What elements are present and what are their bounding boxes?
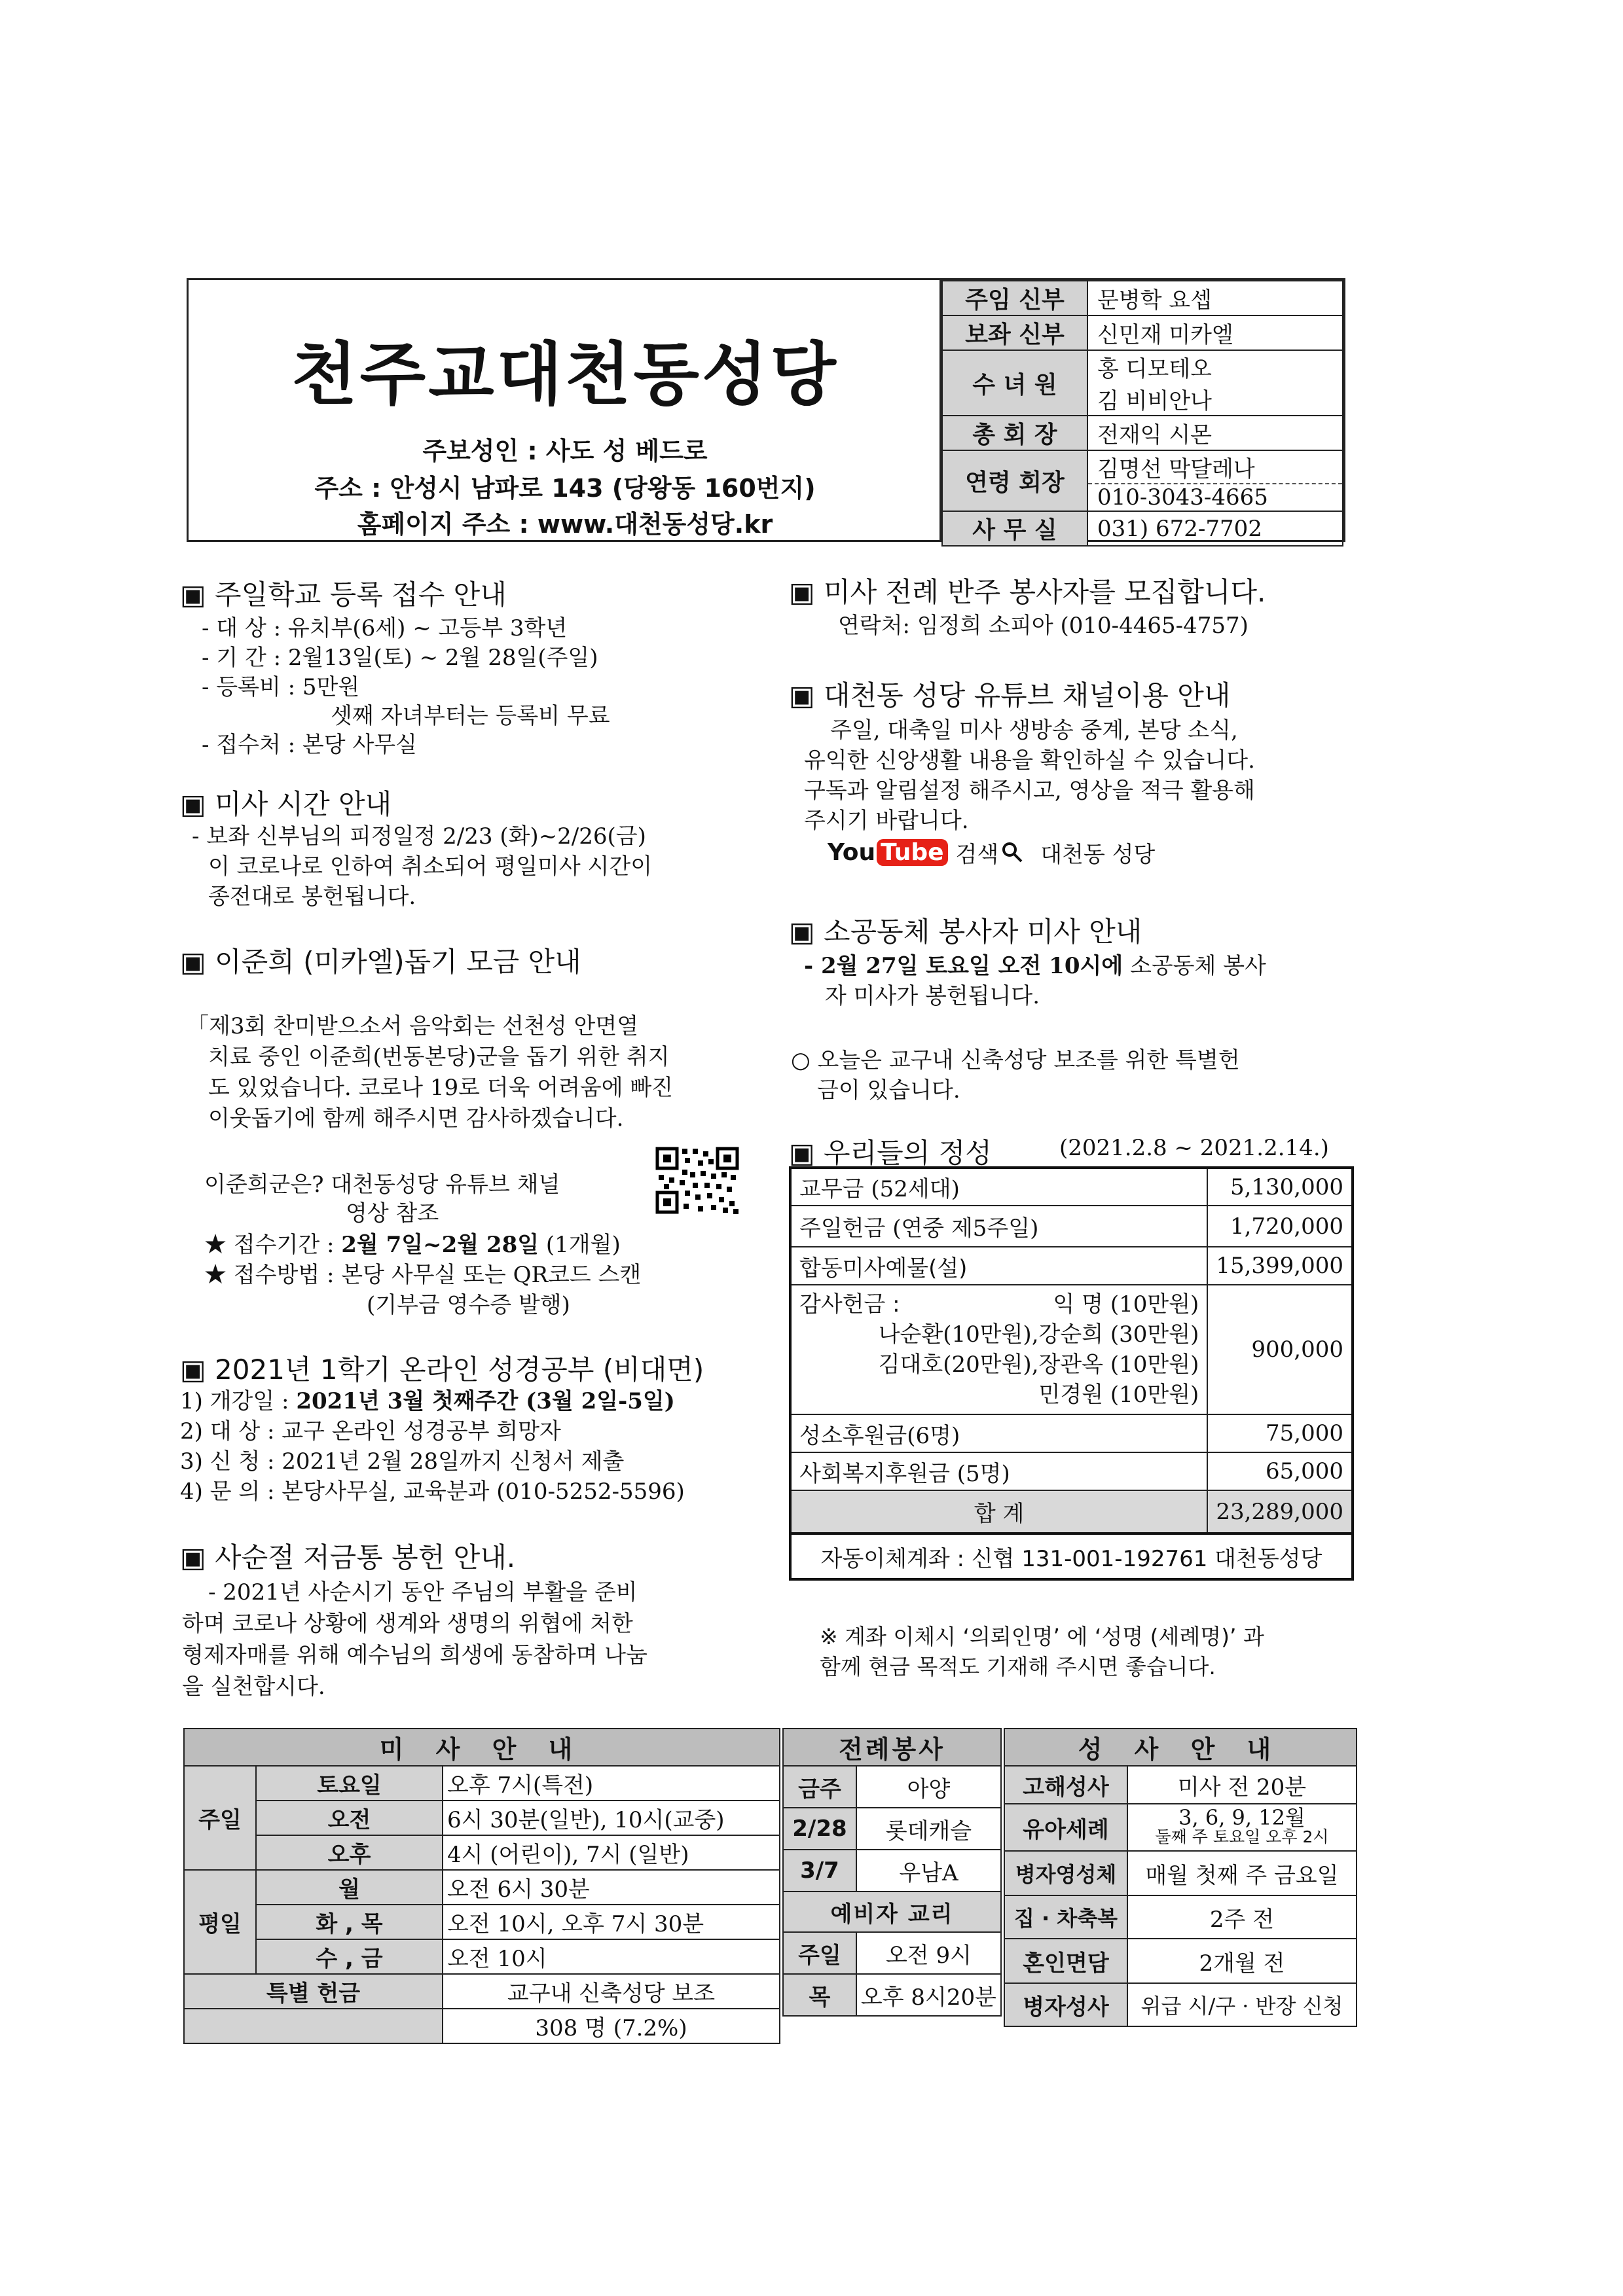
offering-value: 15,399,000 [1207, 1247, 1353, 1285]
collection-method: ★ 접수방법 : 본당 사무실 또는 QR코드 스캔 [204, 1262, 642, 1288]
sacrament-value: 위급 시/구 · 반장 신청 [1127, 1983, 1357, 2026]
small-community-line [804, 948, 1266, 980]
sacraments-table [1004, 1728, 1357, 2027]
sacrament-name: 집 · 차축복 [1004, 1895, 1127, 1939]
transfer-note: 함께 현금 목적도 기재해 주시면 좋습니다. [820, 1654, 1216, 1679]
youtube-line: 유익한 신앙생활 내용을 확인하실 수 있습니다. [804, 747, 1255, 774]
liturgy-title: 전례봉사 [783, 1729, 1001, 1766]
offering-total-value: 23,289,000 [1207, 1490, 1353, 1534]
offering-value: 900,000 [1207, 1285, 1353, 1414]
fundraising-line: 「제3회 찬미받으소서 음악회는 선천성 안면열 [187, 1013, 639, 1039]
youtube-line: 주시기 바랍니다. [804, 808, 969, 834]
church-address: 주소 : 안성시 남파로 143 (당왕동 160번지) [314, 474, 816, 503]
mass-time: 오후 7시(특전) [443, 1766, 780, 1801]
collection-period [204, 1227, 621, 1259]
staff-value: 김명선 막달레나 [1087, 450, 1343, 484]
offering-title: ▣ 우리들의 정성 [789, 1137, 992, 1169]
qr-code-icon[interactable] [655, 1146, 740, 1215]
liturgy-table [782, 1728, 1002, 2017]
offering-row [790, 1206, 1353, 1247]
staff-row [942, 511, 1343, 546]
lent-line: 을 실천합시다. [182, 1674, 325, 1700]
staff-label: 주임 신부 [942, 281, 1087, 315]
mass-day: 수 , 금 [256, 1939, 443, 1974]
bible-study-line [180, 1383, 675, 1415]
fundraising-who: 영상 참조 [346, 1200, 439, 1227]
special-offering-count: 308 명 (7.2%) [443, 2009, 780, 2043]
search-icon [1001, 841, 1023, 863]
thanks-label: 감사헌금 : [799, 1291, 900, 1318]
mass-day: 토요일 [256, 1766, 443, 1801]
church-name: 천주교대천동성당 [291, 334, 839, 414]
sacrament-name: 혼인면담 [1004, 1939, 1127, 1983]
staff-phone: 010-3043-4665 [1087, 484, 1343, 511]
mass-time: 오전 10시 [443, 1939, 780, 1974]
staff-row [942, 315, 1343, 350]
staff-row [942, 416, 1343, 450]
sunday-school-line: 셋째 자녀부터는 등록비 무료 [331, 703, 610, 729]
offering-value: 5,130,000 [1207, 1168, 1353, 1206]
sunday-school-line: - 대 상 : 유치부(6세) ~ 고등부 3학년 [202, 615, 568, 641]
mass-time: 6시 30분(일반), 10시(교중) [443, 1801, 780, 1835]
youtube-logo-tube: Tube [877, 839, 947, 866]
staff-label: 연령 회장 [942, 450, 1087, 511]
offering-label: 사회복지후원금 (5명) [790, 1452, 1207, 1490]
thanks-offering [790, 1285, 1207, 1414]
accompanist-title: ▣ 미사 전례 반주 봉사자를 모집합니다. [789, 576, 1266, 608]
youtube-title: ▣ 대천동 성당 유튜브 채널이용 안내 [789, 679, 1231, 711]
homepage-address: 홈페이지 주소 : www.대천동성당.kr [357, 510, 773, 539]
liturgy-date: 3/7 [783, 1850, 856, 1892]
fundraising-line: 치료 중인 이준희(번동본당)군을 돕기 위한 취지 [208, 1044, 670, 1070]
collection-period-label: ★ 접수기간 : [204, 1232, 342, 1258]
mass-time-line: 종전대로 봉헌됩니다. [208, 884, 416, 910]
collection-period-note: (1개월) [539, 1232, 621, 1258]
offering-row [790, 1414, 1353, 1452]
sacrament-value: 2개월 전 [1127, 1939, 1357, 1983]
staff-value: 전재익 시몬 [1087, 416, 1343, 450]
youtube-line: 구독과 알림설정 해주시고, 영상을 적극 활용해 [804, 778, 1255, 804]
small-community-title: ▣ 소공동체 봉사자 미사 안내 [789, 916, 1142, 948]
baptism-months: 3, 6, 9, 12월 [1178, 1805, 1305, 1830]
staff-label: 수 녀 원 [942, 350, 1087, 416]
fundraising-line: 이웃돕기에 함께 해주시면 감사하겠습니다. [208, 1105, 624, 1132]
catechism-day: 주일 [783, 1932, 856, 1974]
catechism-time: 오전 9시 [856, 1932, 1001, 1974]
staff-label: 보좌 신부 [942, 315, 1087, 350]
sunday-school-title: ▣ 주일학교 등록 접수 안내 [180, 579, 507, 611]
bible-study-label: 1) 개강일 : [180, 1388, 297, 1414]
mass-day: 월 [256, 1870, 443, 1905]
catechism-day: 목 [783, 1974, 856, 2016]
thanks-donor: 나순환(10만원),강순희 (30만원) [878, 1321, 1199, 1348]
youtube-search-row [828, 835, 1155, 869]
fundraising-title: ▣ 이준희 (미카엘)돕기 모금 안내 [180, 946, 581, 978]
weekday-label: 평일 [184, 1870, 256, 1974]
staff-value: 신민재 미카엘 [1087, 315, 1343, 350]
special-offering-purpose: 교구내 신축성당 보조 [443, 1974, 780, 2009]
sacrament-value: 미사 전 20분 [1127, 1766, 1357, 1804]
offering-table [789, 1166, 1354, 1581]
offering-row-thanks [790, 1285, 1353, 1414]
mass-day: 오전 [256, 1801, 443, 1835]
bulletin-header [187, 278, 1345, 542]
accompanist-contact: 연락처: 임정희 소피아 (010-4465-4757) [838, 613, 1249, 639]
catechism-time: 오후 8시20분 [856, 1974, 1001, 2016]
sunday-school-line: - 기 간 : 2월13일(토) ~ 2월 28일(주일) [202, 645, 598, 671]
thanks-donor: 민경원 (10만원) [1038, 1382, 1199, 1408]
offering-value: 65,000 [1207, 1452, 1353, 1490]
catechism-title: 예비자 교리 [783, 1892, 1001, 1932]
sacrament-value: 매월 첫째 주 금요일 [1127, 1851, 1357, 1895]
mass-schedule-table [183, 1728, 780, 2044]
sacrament-value [1127, 1804, 1357, 1851]
thanks-donor: 김대호(20만원),장관옥 (10만원) [878, 1352, 1199, 1378]
collection-period-value: 2월 7일~2월 28일 [341, 1232, 539, 1258]
lent-line: 형제자매를 위해 예수님의 희생에 동참하며 나눔 [182, 1642, 647, 1668]
small-community-date: - 2월 27일 토요일 오전 10시에 [804, 953, 1123, 979]
staff-label: 사 무 실 [942, 511, 1087, 546]
account-row [790, 1534, 1353, 1579]
fundraising-who: 이준희군은? 대천동성당 유튜브 채널 [204, 1172, 560, 1198]
bible-study-title: ▣ 2021년 1학기 온라인 성경공부 (비대면) [180, 1354, 704, 1386]
liturgy-group: 아양 [856, 1766, 1001, 1808]
offering-row [790, 1168, 1353, 1206]
special-offering-label: 특별 헌금 [184, 1974, 443, 2009]
youtube-line: 주일, 대축일 미사 생방송 중계, 본당 소식, [830, 717, 1238, 744]
special-collection-note: 금이 있습니다. [817, 1077, 960, 1103]
mass-time: 오전 10시, 오후 7시 30분 [443, 1905, 780, 1939]
mass-schedule-title: 미 사 안 내 [184, 1729, 780, 1766]
fundraising-line: 도 있었습니다. 코로나 19로 더욱 어려움에 빠진 [208, 1075, 674, 1101]
search-query: 대천동 성당 [1040, 841, 1156, 868]
sacrament-name: 병자영성체 [1004, 1851, 1127, 1895]
staff-row [942, 450, 1343, 484]
small-community-line: 자 미사가 봉헌됩니다. [825, 983, 1040, 1009]
bible-study-start: 2021년 3월 첫째주간 (3월 2일-5일) [296, 1388, 675, 1414]
offering-label: 성소후원금(6명) [790, 1414, 1207, 1452]
lent-line: 하며 코로나 상황에 생계와 생명의 위협에 처한 [182, 1611, 633, 1637]
staff-value: 문병학 요셉 [1087, 281, 1343, 315]
offering-row [790, 1247, 1353, 1285]
offering-total-row [790, 1490, 1353, 1534]
special-collection-note: ○ 오늘은 교구내 신축성당 보조를 위한 특별헌 [791, 1047, 1240, 1073]
staff-value: 홍 디모테오 [1087, 350, 1343, 383]
thanks-donor: 익 명 (10만원) [1053, 1291, 1199, 1318]
small-community-rest: 소공동체 봉사 [1123, 953, 1266, 979]
sacrament-name: 유아세례 [1004, 1804, 1127, 1851]
mass-time: 4시 (어린이), 7시 (일반) [443, 1835, 780, 1870]
offering-total-label: 합 계 [790, 1490, 1207, 1534]
mass-time: 오전 6시 30분 [443, 1870, 780, 1905]
title-area [189, 280, 941, 540]
sunday-school-line: - 등록비 : 5만원 [202, 674, 360, 700]
offering-label: 교무금 (52세대) [790, 1168, 1207, 1206]
offering-row [790, 1452, 1353, 1490]
baptism-time: 둘째 주 토요일 오후 2시 [1155, 1827, 1329, 1846]
search-label: 검색 [955, 841, 999, 868]
offering-value: 75,000 [1207, 1414, 1353, 1452]
lent-line: - 2021년 사순시기 동안 주님의 부활을 준비 [208, 1579, 638, 1605]
mass-day: 화 , 목 [256, 1905, 443, 1939]
liturgy-date: 2/28 [783, 1808, 856, 1850]
patron-saint: 주보성인 : 사도 성 베드로 [422, 437, 708, 465]
staff-table [941, 280, 1343, 547]
sunday-label: 주일 [184, 1766, 256, 1870]
bank-account: 자동이체계좌 : 신협 131-001-192761 대천동성당 [790, 1534, 1353, 1579]
special-offering-blank [184, 2009, 443, 2043]
collection-method-note: (기부금 영수증 발행) [367, 1292, 570, 1318]
liturgy-date: 금주 [783, 1766, 856, 1808]
bible-study-line: 2) 대 상 : 교구 온라인 성경공부 희망자 [180, 1418, 561, 1444]
bible-study-line: 3) 신 청 : 2021년 2월 28일까지 신청서 제출 [180, 1448, 625, 1475]
staff-value: 김 비비안나 [1087, 383, 1343, 416]
mass-day: 오후 [256, 1835, 443, 1870]
sacrament-name: 병자성사 [1004, 1983, 1127, 2026]
offering-label: 합동미사예물(설) [790, 1247, 1207, 1285]
bible-study-line: 4) 문 의 : 본당사무실, 교육분과 (010-5252-5596) [180, 1479, 685, 1505]
sunday-school-line: - 접수처 : 본당 사무실 [202, 732, 417, 758]
mass-time-line: 이 코로나로 인하여 취소되어 평일미사 시간이 [208, 853, 653, 880]
youtube-logo[interactable] [828, 839, 948, 866]
youtube-logo-you: You [828, 838, 876, 866]
liturgy-group: 롯데캐슬 [856, 1808, 1001, 1850]
sacrament-value: 2주 전 [1127, 1895, 1357, 1939]
offering-value: 1,720,000 [1207, 1206, 1353, 1247]
transfer-note: ※ 계좌 이체시 ‘의뢰인명’ 에 ‘성명 (세례명)’ 과 [820, 1624, 1264, 1649]
sacraments-title: 성 사 안 내 [1004, 1729, 1357, 1766]
liturgy-group: 우남A [856, 1850, 1001, 1892]
offering-label: 주일헌금 (연중 제5주일) [790, 1206, 1207, 1247]
lent-title: ▣ 사순절 저금통 봉헌 안내. [180, 1541, 516, 1573]
sacrament-name: 고해성사 [1004, 1766, 1127, 1804]
staff-row [942, 350, 1343, 383]
staff-label: 총 회 장 [942, 416, 1087, 450]
offering-period: (2021.2.8 ~ 2021.2.14.) [1059, 1135, 1329, 1161]
staff-value: 031) 672-7702 [1087, 511, 1343, 546]
mass-time-line: - 보좌 신부님의 피정일정 2/23 (화)~2/26(금) [192, 823, 646, 850]
staff-row [942, 281, 1343, 315]
mass-time-title: ▣ 미사 시간 안내 [180, 788, 392, 820]
